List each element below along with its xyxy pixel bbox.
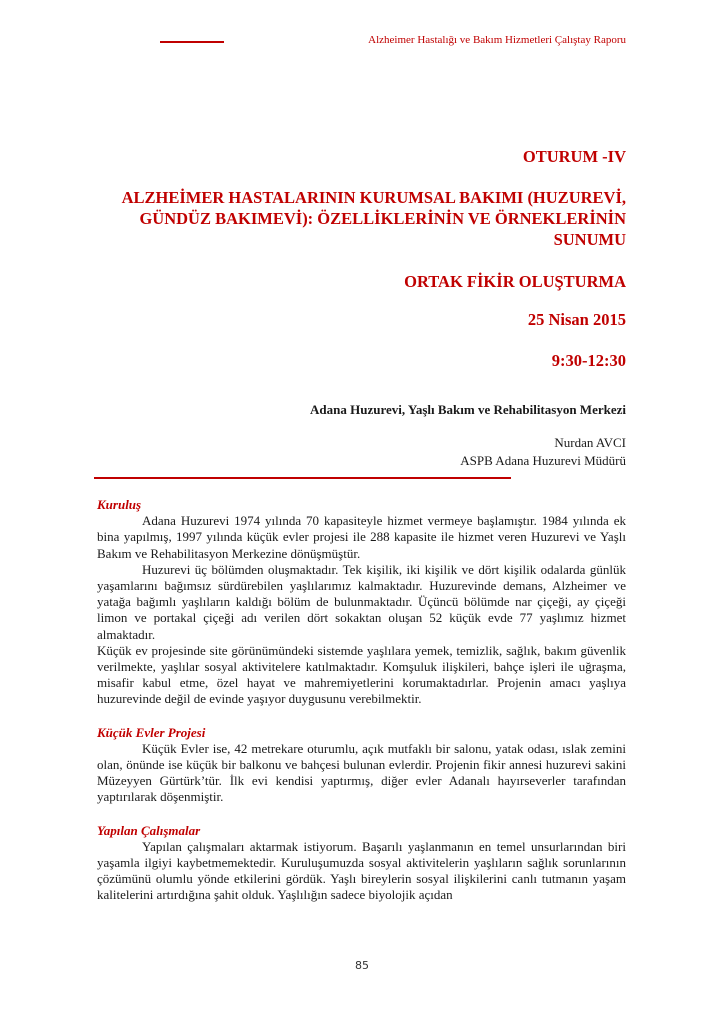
paragraph: Küçük ev projesinde site görünümündeki sistemde yaşlılara yemek, temizlik, sağlık, bakım güvenlik verilmekte, yaşlılar sosyal aktivitelere katılmaktadır. Komşuluk ilişkileri, bahçe işleri ile uğraşma, misafir kabul etme, özel hayat ve mahremiyetlerini korumaktadırlar. Projenin amacı yaşlıya huzurevinde değil de evinde yaşıyor duygusunu verebilmektir. (97, 642, 626, 707)
main-title: ALZHEİMER HASTALARININ KURUMSAL BAKIMI (HUZUREVİ, GÜNDÜZ BAKIMEVİ): ÖZELLİKLERİNİN VE ÖRNEKLERİNİN SUNUMU (121, 188, 626, 249)
paragraph: Adana Huzurevi 1974 yılında 70 kapasiteyle hizmet vermeye başlamıştır. 1984 yılında ek bina yapılmış, 1997 yılında küçük evler projesi ile 288 kapasite ile hizmet veren Huzurevi ve Yaşlı Bakım ve Rehabilitasyon Merkezine dönüşmüştür. (97, 513, 626, 561)
paragraph: Yapılan çalışmaları aktarmak istiyorum. Başarılı yaşlanmanın en temel unsurlarından biri yaşamla ilgiyi kaybetmemektedir. Kuruluşumuzda sosyal aktivitelerin yaşlıların sağlık sorunlarının çözümünü olumlu yönde etkilerini gördük. Yaşlı bireylerin sosyal ilişkilerini canlı tutmanın yaşam kalitelerini artırdığına şahit olduk. Yaşlılığın sadece biyolojik açıdan (97, 838, 626, 903)
institution-name: Adana Huzurevi, Yaşlı Bakım ve Rehabilitasyon Merkezi (310, 402, 626, 417)
header-rule (160, 41, 224, 43)
title-block (66, 146, 626, 371)
subtitle: ORTAK FİKİR OLUŞTURMA (404, 272, 626, 291)
section-heading-kucuk-evler: Küçük Evler Projesi (97, 724, 206, 740)
page-number: 85 (355, 959, 369, 972)
section-divider (94, 477, 511, 479)
session-date: 25 Nisan 2015 (527, 310, 626, 329)
author-name: Nurdan AVCI (554, 435, 626, 450)
paragraph: Huzurevi üç bölümden oluşmaktadır. Tek kişilik, iki kişilik ve dört kişilik odalarda günlük yaşamlarını bağımsız sürdürebilen yaşlılarımız kalmaktadır. Huzurevinde demans, Alzheimer ve yatağa bağımlı yaşlıların kaldığı bölüm de bulunmaktadır. Üçüncü bölümde nar çiçeği, ay çiçeği limon ve portakal çiçeği adı verilen dört sokaktan oluşan 52 küçük evde 77 yaşlımız hizmet almaktadır. (97, 561, 626, 642)
article-body (97, 497, 626, 904)
section-heading-yapilan: Yapılan Çalışmalar (97, 822, 201, 838)
paragraph: Küçük Evler ise, 42 metrekare oturumlu, açık mutfaklı bir salonu, yatak odası, ıslak zemini olan, önünde ise küçük bir balkonu ve bahçesi bulunan evlerdir. Projenin fikir annesi huzurevi sakini Müzeyyen Gürtürk’tür. İlk evi kendisi yaptırmış, diğer evler Adanalı hayırseverler tarafından yaptırılarak döşenmiştir. (97, 740, 626, 805)
session-title: OTURUM -IV (522, 147, 626, 166)
session-time: 9:30-12:30 (551, 351, 626, 370)
author-block (460, 434, 626, 470)
author-role: ASPB Adana Huzurevi Müdürü (460, 453, 626, 468)
section-heading-kurulus: Kuruluş (97, 497, 142, 512)
running-title: Alzheimer Hastalığı ve Bakım Hizmetleri Çalıştay Raporu (368, 34, 626, 46)
